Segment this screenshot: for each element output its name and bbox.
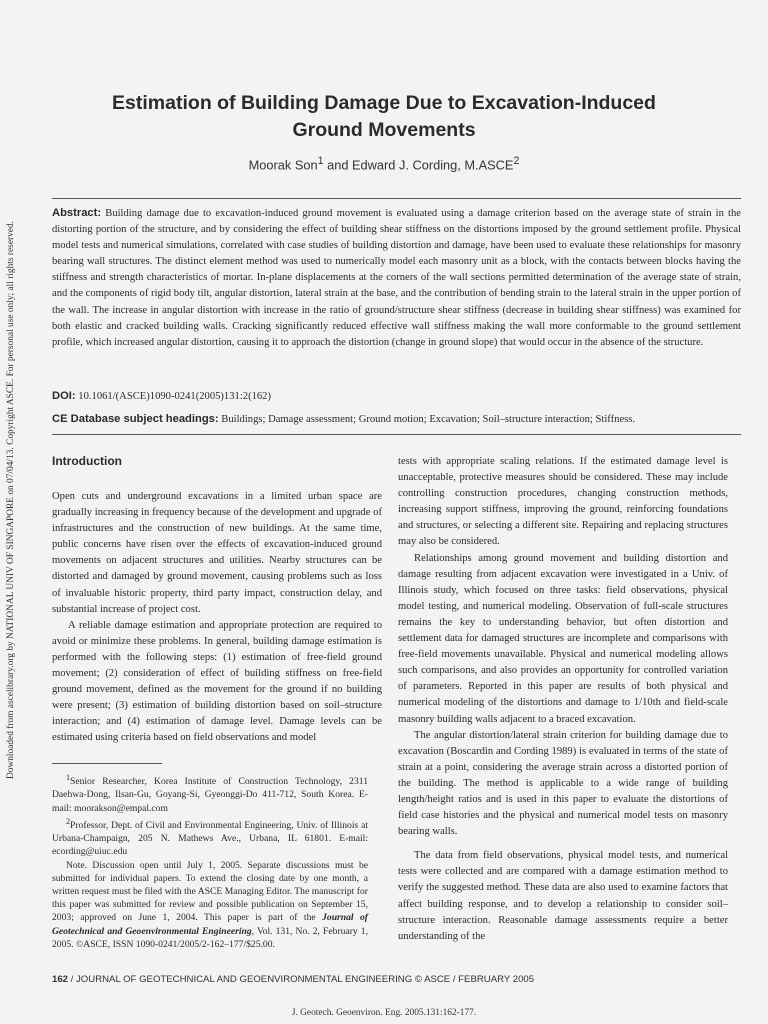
paragraph: tests with appropriate scaling relations. If the estimated damage level is unacceptable, protective measures should be considered. These may include controlling construction procedures, changing construction methods, increasing support stiffness, improving the ground, reinforcing foundations and structures, or selecting a different site. Repairing and replacing structures may also be considered.	[398, 456, 728, 548]
footnotes	[52, 771, 368, 951]
paragraph: The data from field observations, physical model tests, and numerical tests were collected and are compared with a damage estimation method to verify the suggested method. These data are also used to examine factors that affect building response, and to develop a relationship to consider soil–structure interaction. Reasonable damage assessments require a better understanding of the	[398, 850, 728, 942]
note-text-b: , Vol. 131, No. 2, February 1, 2005. ©ASCE, ISSN 1090-0241/2005/2-162–177/$25.00.	[52, 925, 368, 950]
note-text-a: Note. Discussion open until July 1, 2005. Separate discussions must be submitted for individual papers. To extend the closing date by one month, a written request must be filed with the ASCE Managing Editor. The manuscript for this paper was submitted for review and possible publication on September 15, 2003; approved on June 1, 2004. This paper is part of the	[52, 859, 368, 924]
abstract-label: Abstract:	[52, 207, 102, 219]
abstract	[52, 205, 741, 351]
right-column	[398, 454, 728, 945]
paragraph: The angular distortion/lateral strain criterion for building damage due to excavation (Boscardin and Cording 1989) is evaluated in terms of the state of strain at a point, considering the average strain across a distorted portion of the building. The method is applicable to a wide range of building length/height ratios and is used in this paper to evaluate the distortions of field case histories and the physical and numerical model tests on masonry bearing walls.	[398, 729, 728, 838]
author-1: Moorak Son	[248, 157, 318, 173]
paragraph: Open cuts and underground excavations in a limited urban space are gradually increasing in frequency because of the development and upgrade of infrastructures and the construction of new buildings. At the same time, public concerns have risen over the effects of excavation-induced ground movements on adjacent structures and utilities. Nearby structures can be distorted and damaged by ground movement, causing problems such as loss of invaluable historic property, third party impact, construction delay, and substantial increase of project cost.	[52, 491, 382, 615]
footnote-1-mark: 1	[66, 773, 70, 782]
subject-headings	[52, 411, 741, 428]
paragraph: A reliable damage estimation and appropriate protection are required to avoid or minimize these problems. In general, building damage estimation is performed with the following steps: (1) estimation of free-field ground movement; (2) consideration of effect of building stiffness on free-field ground movement, defined as the movement for the ground if no building were present; (3) estimation of building distortion based on soil–structure interaction; and (4) estimation of damage level. Damage levels can be estimated using criteria based on field observations and model	[52, 619, 382, 744]
abstract-text: Building damage due to excavation-induced ground movement is evaluated using a damage criterion based on the average state of strain in the distorting portion of the structure, and by considering the effect of building shear stiffness on the distortions imposed by the ground settlement profile. Physical model tests and numerical simulations, correlated with case studies of building distortion and damage, have been used to evaluate these relationships for masonry bearing wall structures. The distinct element method was used to numerically model each masonry unit as a block, with the contacts between blocks having the stiffness and strength characteristics of mortar. In-plane displacements at the corners of the wall sections permitted determination of the average state of strain, and the components of rigid body tilt, angular distortion, lateral strain at the base, and the contribution of bending strain to the lateral strain in the upper portion of the wall. The increase in angular distortion with increase in the ratio of ground/structure shear stiffness (decrease in building shear stiffness) was examined for both elastic and cracked building walls. Cracking significantly reduced effective wall stiffness making the wall more conformable to the ground settlement profile, which increased angular distortion, causing it to approach the distortion (change in ground slope) that would occur in the absence of the structure.	[52, 208, 741, 348]
author-conjunction: and	[323, 157, 352, 173]
footnote-rule	[52, 763, 162, 764]
paper-title	[40, 90, 728, 144]
footnote-1-text: Senior Researcher, Korea Institute of Construction Technology, 2311 Daehwa-Dong, Ilsan-Gu, Goyang-Si, Gyeonggi-Do 411-712, South Korea. E-mail: moorakson@empal.com	[52, 776, 368, 814]
doi-label: DOI:	[52, 390, 76, 402]
author-2: Edward J. Cording, M.ASCE	[352, 157, 514, 173]
page-number: 162	[52, 974, 69, 985]
author-line	[40, 155, 728, 172]
citation-line: J. Geotech. Geoenviron. Eng. 2005.131:162-177.	[291, 1008, 477, 1018]
publication-note	[52, 859, 368, 951]
footer-journal: / JOURNAL OF GEOTECHNICAL AND GEOENVIRONMENTAL ENGINEERING © ASCE / FEBRUARY 2005	[68, 974, 535, 985]
subject-headings-label: CE Database subject headings:	[52, 413, 219, 425]
footnote-2-mark: 2	[66, 816, 70, 826]
footnote-1	[52, 771, 368, 815]
abstract-top-rule	[52, 198, 741, 199]
doi-value[interactable]: 10.1061/(ASCE)1090-0241(2005)131:2(162)	[78, 391, 272, 402]
doi-line	[52, 388, 741, 405]
left-column	[52, 489, 382, 747]
author-2-affil: 2	[513, 155, 520, 167]
title-line-2: Ground Movements	[292, 119, 476, 141]
author-1-affil: 1	[317, 155, 324, 167]
title-line-1: Estimation of Building Damage Due to Excavation-Induced	[112, 92, 656, 114]
footnote-2	[52, 815, 368, 859]
section-heading-introduction: Introduction	[52, 454, 122, 468]
page-footer	[52, 974, 534, 985]
abstract-bottom-rule	[52, 434, 741, 435]
download-notice: Downloaded from ascelibrary.org by NATIONAL UNIV OF SINGAPORE on 07/04/13. Copyright ASCE. For personal use only; all rights reserved.	[6, 220, 16, 780]
subject-headings-value: Buildings; Damage assessment; Ground motion; Excavation; Soil–structure interaction; Stiffness.	[221, 414, 636, 425]
note-journal: Journal of Geotechnical and Geoenvironmental Engineering	[52, 912, 368, 937]
footnote-2-text: Professor, Dept. of Civil and Environmental Engineering, Univ. of Illinois at Urbana-Champaign, 205 N. Mathews Ave., Urbana, IL 61801. E-mail: ecording@uiuc.edu	[52, 819, 368, 858]
download-watermark	[0, 200, 22, 800]
paragraph: Relationships among ground movement and building distortion and damage resulting from adjacent excavation were investigated in a Univ. of Illinois study, which focused on three tasks: field observations, physical model testing, and numerical modeling. Observation of full-scale structures remains the key to understanding behavior, but often distortion and settlement data for damaged structures are incomplete and comparisons with free-field movements unavailable. Physical and numerical modeling allows such comparisons, and also provides an opportunity for controlled variation of parameters. Reported in this paper are results of both physical and numerical modeling of the distortions and damage to 1/10th and field-scale masonry building walls adjacent to a braced excavation.	[398, 552, 728, 725]
